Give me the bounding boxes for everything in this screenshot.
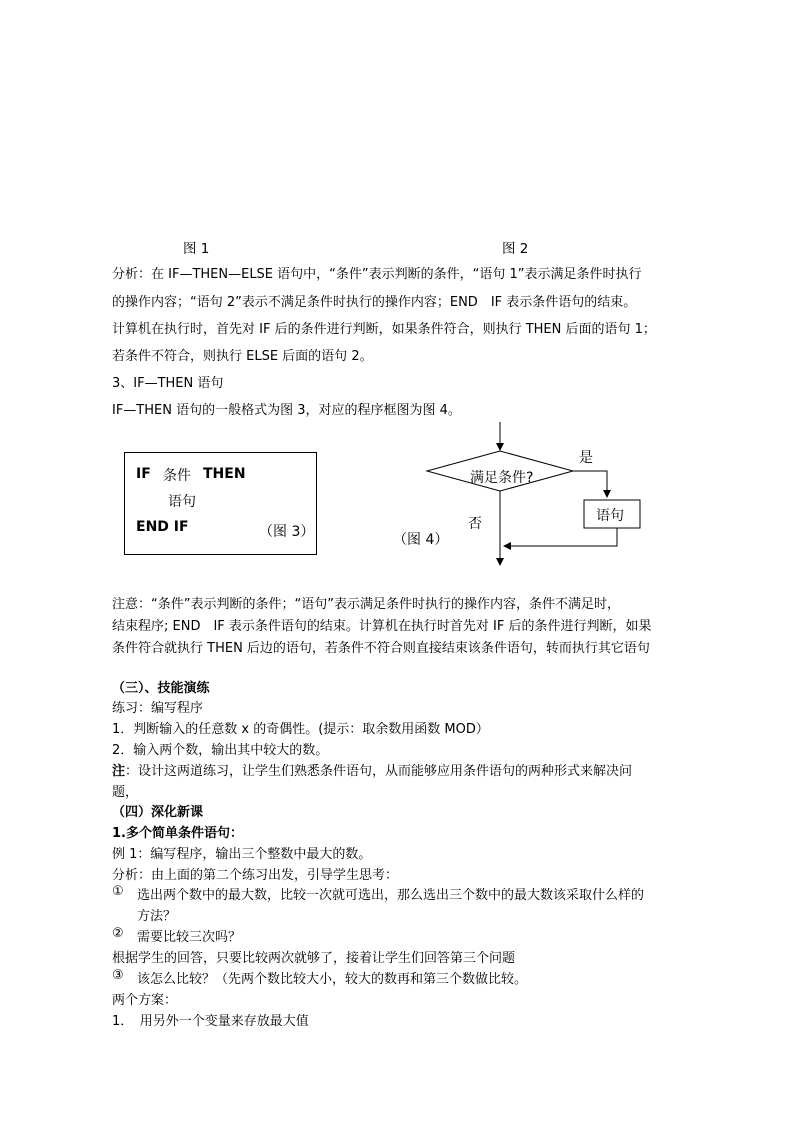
yes-branch-arrow [573,471,607,497]
note-line-1: 注意：“条件”表示判断的条件；“语句”表示满足条件时执行的操作内容，条件不满足时， [112,597,620,612]
note-line-3: 条件符合就执行 THEN 后边的语句，若条件不符合则直接结束该条件语句，转而执行其它语句 [112,641,650,656]
deepen-heading: （四）深化新课 [112,805,204,820]
note-line-2: 结束程序; END IF 表示条件语句的结束。计算机在执行时首先对 IF 后的条件进行判断，如果 [112,619,652,634]
keyword-then: THEN [203,466,246,482]
no-label: 否 [468,516,482,532]
example-1: 例 1：编写程序，输出三个整数中最大的数。 [112,847,372,862]
condition-text: 条件 [163,468,191,484]
statement-text: 语句 [168,494,196,510]
figure-1-caption: 图 1 [183,241,210,257]
figure-3-label: （图 3） [259,524,315,540]
question-2: 需要比较三次吗？ [137,930,242,945]
note-label: 注 [112,764,126,779]
skills-note-line-1 [112,760,632,779]
keyword-end-if: END IF [136,519,189,535]
note-text: ：设计这两道练习，让学生们熟悉条件语句，从而能够应用条件语句的两种形式来解决问 [125,764,633,779]
practice-item-2: 2．输入两个数，输出其中较大的数。 [112,743,329,758]
yes-label: 是 [579,450,593,466]
question-3: 该怎么比较？（先两个数比较大小，较大的数再和第三个数做比较。 [137,972,528,987]
analysis-line-2: 的操作内容；“语句 2”表示不满足条件时执行的操作内容；END IF 表示条件语句的结束。 [112,295,637,310]
skills-heading: （三）、技能演练 [112,681,210,696]
merge-arrow [504,528,617,546]
figure-4-label: （图 4） [393,532,449,548]
question-1-mark: ① [112,884,124,899]
question-1-line-1: 选出两个数中的最大数，比较一次就可选出，那么选出三个数中的最大数该采取什么样的 [137,888,645,903]
question-2-mark: ② [112,926,124,941]
analysis-line-4: 若条件不符合，则执行 ELSE 后面的语句 2。 [112,349,373,364]
practice-label: 练习：编写程序 [112,701,204,716]
keyword-if: IF [136,466,151,482]
analysis-line-1: 分析：在 IF—THEN—ELSE 语句中，“条件”表示判断的条件，“语句 1”表示满足条件时执行 [112,267,642,282]
question-1-line-2: 方法？ [137,909,177,924]
section-3-intro: IF—THEN 语句的一般格式为图 3，对应的程序框图为图 4。 [112,403,461,418]
example-analysis: 分析：由上面的第二个练习出发，引导学生思考： [112,868,399,883]
deepen-subheading: 1.多个简单条件语句： [112,826,243,841]
decision-label: 满足条件? [470,470,534,486]
skills-note-line-2: 题， [112,785,139,800]
student-answer: 根据学生的回答，只要比较两次就够了，接着让学生们回答第三个问题 [112,951,516,966]
plan-1: 1． 用另外一个变量来存放最大值 [112,1014,309,1029]
figure-2-caption: 图 2 [502,241,529,257]
plans-label: 两个方案： [112,993,178,1008]
section-3-heading: 3、IF—THEN 语句 [112,376,224,391]
practice-item-1: 1．判断输入的任意数 x 的奇偶性。(提示：取余数用函数 MOD） [112,722,489,737]
analysis-line-3: 计算机在执行时，首先对 IF 后的条件进行判断，如果条件符合，则执行 THEN 后面的语句 1； [112,322,656,337]
statement-box-label: 语句 [596,508,624,524]
question-3-mark: ③ [112,968,124,983]
